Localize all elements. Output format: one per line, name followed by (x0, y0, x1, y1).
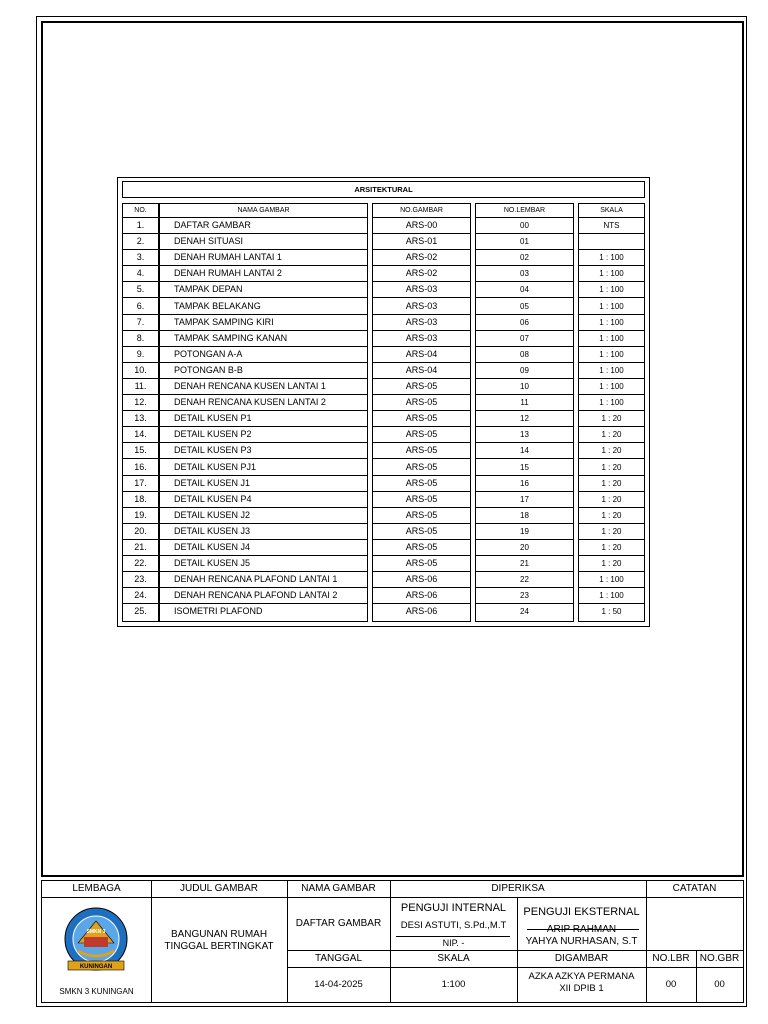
row-no: 12. (123, 395, 158, 411)
row-no: 5. (123, 282, 158, 298)
row-nama-gambar: DETAIL KUSEN P3 (160, 443, 367, 459)
row-skala: 1 : 100 (579, 315, 644, 331)
row-no: 15. (123, 443, 158, 459)
row-no-lembar: 06 (476, 315, 573, 331)
row-no-lembar: 24 (520, 607, 529, 617)
row-no-gambar: ARS-02 (373, 266, 470, 282)
row-no: 1. (123, 218, 158, 234)
row-no-gambar: ARS-05 (373, 556, 470, 572)
row-no: 17. (123, 476, 158, 492)
row-nama-gambar: TAMPAK DEPAN (160, 282, 367, 298)
header-nama-gambar: NAMA GAMBAR (160, 204, 367, 218)
digambar-class: XII DPIB 1 (559, 983, 604, 994)
row-no: 3. (123, 250, 158, 266)
row-nama-gambar: DENAH RENCANA KUSEN LANTAI 1 (160, 379, 367, 395)
row-skala: 1 : 20 (579, 524, 644, 540)
row-nama-gambar: DETAIL KUSEN J4 (160, 540, 367, 556)
row-nama-gambar: TAMPAK SAMPING KANAN (160, 331, 367, 347)
row-nama-gambar: DAFTAR GAMBAR (160, 218, 367, 234)
row-no: 11. (123, 379, 158, 395)
digambar-label: DIGAMBAR (554, 952, 609, 964)
row-no-gambar: ARS-03 (373, 315, 470, 331)
row-skala: 1 : 20 (579, 411, 644, 427)
row-nama-gambar: TAMPAK BELAKANG (160, 299, 367, 315)
row-no-gambar: ARS-03 (373, 282, 470, 298)
catatan-label: CATATAN (672, 883, 717, 894)
school-name: SMKN 3 KUNINGAN (59, 987, 134, 996)
row-no: 18. (123, 492, 158, 508)
row-no-gambar: ARS-00 (373, 218, 470, 234)
row-skala: 1 : 20 (579, 492, 644, 508)
row-skala: 1 : 100 (579, 282, 644, 298)
diperiksa-label: DIPERIKSA (491, 883, 545, 894)
row-nama-gambar: DENAH RENCANA PLAFOND LANTAI 2 (160, 588, 367, 604)
row-no-gambar: ARS-05 (373, 379, 470, 395)
svg-text:KUNINGAN: KUNINGAN (79, 964, 113, 970)
row-skala: NTS (579, 218, 644, 234)
row-no-lembar: 12 (476, 411, 573, 427)
skala-value: 1:100 (441, 978, 466, 990)
row-no-gambar: ARS-02 (373, 250, 470, 266)
row-no-lembar: 13 (476, 427, 573, 443)
row-nama-gambar: DETAIL KUSEN P1 (160, 411, 367, 427)
row-nama-gambar: POTONGAN B-B (160, 363, 367, 379)
row-no: 7. (123, 315, 158, 331)
row-no: 16. (123, 460, 158, 476)
row-no-gambar: ARS-05 (373, 411, 470, 427)
column-no (122, 203, 159, 622)
row-no-gambar: ARS-06 (373, 588, 470, 604)
row-nama-gambar: DETAIL KUSEN J3 (160, 524, 367, 540)
row-no-lembar: 17 (476, 492, 573, 508)
row-skala (579, 234, 644, 250)
row-no-gambar: ARS-05 (373, 492, 470, 508)
row-skala: 1 : 100 (579, 363, 644, 379)
row-nama-gambar: DENAH RUMAH LANTAI 1 (160, 250, 367, 266)
row-no-lembar: 22 (476, 572, 573, 588)
penguji-internal-label: PENGUJI INTERNAL (400, 902, 507, 914)
row-no-lembar: 15 (476, 460, 573, 476)
row-no-gambar: ARS-05 (373, 508, 470, 524)
row-nama-gambar: DENAH RUMAH LANTAI 2 (160, 266, 367, 282)
header-skala: SKALA (579, 204, 644, 218)
row-skala: 1 : 100 (579, 588, 644, 604)
row-no-lembar: 01 (476, 234, 573, 250)
row-no-gambar: ARS-03 (373, 299, 470, 315)
penguji-eksternal-name1: ARIP RAHMAN (546, 924, 617, 935)
row-no: 14. (123, 427, 158, 443)
row-skala: 1 : 100 (579, 331, 644, 347)
column-no-lembar (475, 203, 574, 622)
column-nama-gambar (159, 203, 368, 622)
row-skala: 1 : 20 (579, 427, 644, 443)
row-no-gambar: ARS-04 (373, 363, 470, 379)
row-no-lembar: 11 (476, 395, 573, 411)
table-title: ARSITEKTURAL (122, 181, 645, 198)
row-no-lembar: 09 (476, 363, 573, 379)
row-no-gambar: ARS-05 (373, 443, 470, 459)
lembaga-label: LEMBAGA (72, 883, 121, 894)
row-no-lembar: 04 (476, 282, 573, 298)
row-nama-gambar: DETAIL KUSEN J5 (160, 556, 367, 572)
row-no-lembar: 07 (476, 331, 573, 347)
row-nama-gambar: ISOMETRI PLAFOND (174, 606, 263, 617)
skala-label: SKALA (437, 952, 470, 964)
header-no-gambar: NO.GAMBAR (373, 204, 470, 218)
row-nama-gambar: DETAIL KUSEN P2 (160, 427, 367, 443)
row-no-lembar: 02 (476, 250, 573, 266)
digambar-name: AZKA AZKYA PERMANA (528, 971, 635, 982)
row-no-lembar: 19 (476, 524, 573, 540)
row-no-gambar: ARS-05 (373, 524, 470, 540)
svg-text:SMKN 3: SMKN 3 (86, 929, 106, 935)
row-nama-gambar: DENAH RENCANA KUSEN LANTAI 2 (160, 395, 367, 411)
nip: NIP. - (442, 938, 465, 948)
row-no: 6. (123, 299, 158, 315)
row-no: 20. (123, 524, 158, 540)
penguji-eksternal-label: PENGUJI EKSTERNAL (523, 906, 640, 918)
judul-gambar-label: JUDUL GAMBAR (180, 883, 258, 894)
row-skala: 1 : 100 (579, 379, 644, 395)
row-no: 13. (123, 411, 158, 427)
row-no-gambar: ARS-06 (405, 606, 438, 617)
nama-gambar-value: DAFTAR GAMBAR (295, 917, 382, 929)
row-no-gambar: ARS-01 (373, 234, 470, 250)
row-no-lembar: 03 (476, 266, 573, 282)
school-logo-icon (56, 907, 136, 975)
row-nama-gambar: DENAH SITUASI (160, 234, 367, 250)
row-skala: 1 : 20 (579, 460, 644, 476)
row-no-lembar: 18 (476, 508, 573, 524)
row-no-gambar: ARS-05 (373, 460, 470, 476)
row-no-lembar: 14 (476, 443, 573, 459)
row-no-lembar: 20 (476, 540, 573, 556)
row-nama-gambar: DENAH RENCANA PLAFOND LANTAI 1 (160, 572, 367, 588)
row-no-gambar: ARS-04 (373, 347, 470, 363)
row-no-gambar: ARS-03 (373, 331, 470, 347)
row-no-lembar: 10 (476, 379, 573, 395)
row-skala: 1 : 100 (579, 299, 644, 315)
row-no-lembar: 23 (476, 588, 573, 604)
no-lbr-value: 00 (665, 978, 677, 990)
row-no-gambar: ARS-05 (373, 476, 470, 492)
row-no: 19. (123, 508, 158, 524)
tanggal-label: TANGGAL (314, 952, 363, 964)
row-skala: 1 : 50 (601, 607, 622, 617)
no-gbr-value: 00 (714, 978, 725, 990)
row-nama-gambar: DETAIL KUSEN J1 (160, 476, 367, 492)
row-no-lembar: 05 (476, 299, 573, 315)
row-no: 2. (123, 234, 158, 250)
tanggal-value: 14-04-2025 (314, 978, 363, 990)
row-no: 21. (123, 540, 158, 556)
row-skala: 1 : 100 (579, 395, 644, 411)
row-nama-gambar: DETAIL KUSEN PJ1 (160, 460, 367, 476)
row-no-lembar: 16 (476, 476, 573, 492)
row-skala: 1 : 20 (579, 540, 644, 556)
row-no: 23. (123, 572, 158, 588)
column-skala (578, 203, 645, 622)
no-lbr-label: NO.LBR (652, 952, 690, 964)
row-no-lembar: 08 (476, 347, 573, 363)
header-no-lembar: NO.LEMBAR (476, 204, 573, 218)
row-skala: 1 : 100 (579, 347, 644, 363)
row-skala: 1 : 20 (579, 556, 644, 572)
row-no: 4. (123, 266, 158, 282)
row-no-gambar: ARS-05 (373, 395, 470, 411)
row-no: 9. (123, 347, 158, 363)
row-skala: 1 : 20 (579, 508, 644, 524)
judul-value-line2: TINGGAL BERTINGKAT (164, 941, 274, 952)
row-no: 25. (134, 606, 147, 617)
nama-gambar-label: NAMA GAMBAR (301, 883, 376, 894)
row-skala: 1 : 20 (579, 443, 644, 459)
row-nama-gambar: DETAIL KUSEN P4 (160, 492, 367, 508)
divider (42, 897, 743, 898)
title-block (41, 880, 744, 1003)
row-no: 24. (123, 588, 158, 604)
row-skala: 1 : 100 (579, 572, 644, 588)
row-no-lembar: 21 (476, 556, 573, 572)
row-no-gambar: ARS-06 (373, 572, 470, 588)
row-no-gambar: ARS-05 (373, 540, 470, 556)
penguji-eksternal-name2: YAHYA NURHASAN, S.T (525, 936, 638, 947)
row-nama-gambar: DETAIL KUSEN J2 (160, 508, 367, 524)
row-nama-gambar: TAMPAK SAMPING KIRI (160, 315, 367, 331)
row-skala: 1 : 100 (579, 266, 644, 282)
penguji-internal-name: DESI ASTUTI, S.Pd.,M.T (400, 920, 507, 931)
row-skala: 1 : 100 (579, 250, 644, 266)
no-gbr-label: NO.GBR (699, 952, 740, 964)
header-no: NO. (123, 204, 158, 218)
row-nama-gambar: POTONGAN A-A (160, 347, 367, 363)
judul-value-line1: BANGUNAN RUMAH (170, 929, 268, 940)
row-no-gambar: ARS-05 (373, 427, 470, 443)
row-skala: 1 : 20 (579, 476, 644, 492)
row-no-lembar: 00 (476, 218, 573, 234)
row-no: 8. (123, 331, 158, 347)
column-no-gambar (372, 203, 471, 622)
row-no: 22. (123, 556, 158, 572)
row-no: 10. (123, 363, 158, 379)
